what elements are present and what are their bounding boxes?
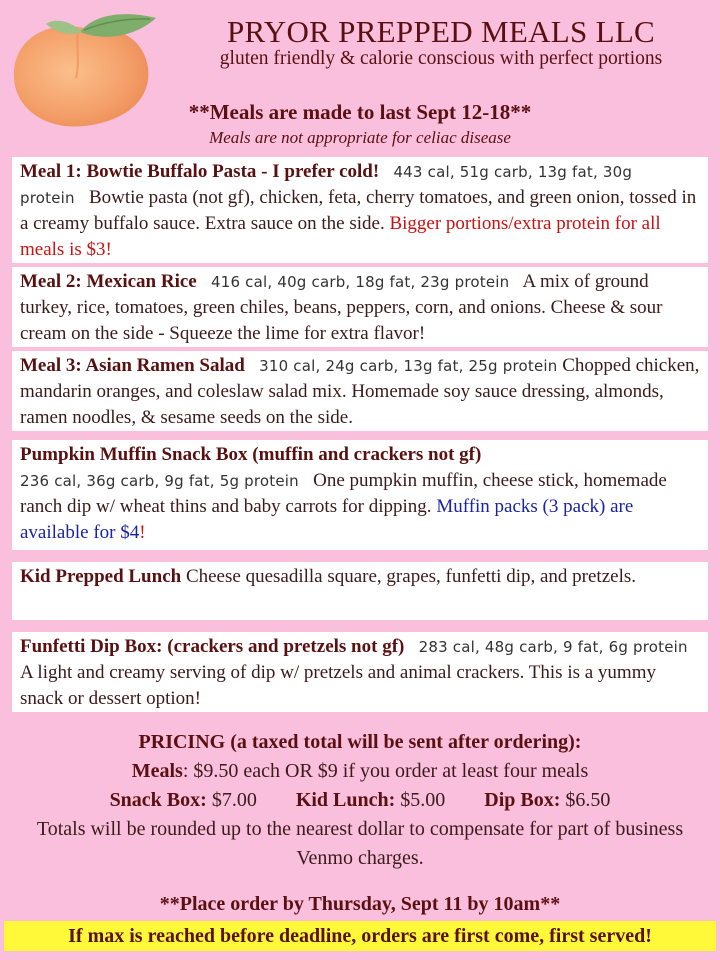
kid-price-label: Kid Lunch:: [295, 789, 396, 811]
meal-dates-notice: **Meals are made to last Sept 12-18**: [188, 100, 532, 124]
celiac-warning: Meals are not appropriate for celiac disease: [209, 128, 511, 147]
meal-description: Bowtie pasta (not gf), chicken, feta, cherry tomatoes, and green onion, tossed in a creamy buffalo sauce. Extra sauce on the side.: [20, 187, 697, 234]
dip-box-card: [12, 632, 708, 712]
meals-price-line: [0, 757, 720, 786]
meal-card-2: [12, 267, 708, 347]
meal-description: One pumpkin muffin, cheese stick, homemade ranch dip w/ wheat thins and baby carrots for dipping.: [20, 470, 667, 517]
meal-nutrition: 236 cal, 36g carb, 9g fat, 5g protein: [20, 472, 299, 490]
snack-price-label: Snack Box:: [109, 789, 207, 811]
snack-price-value: $7.00: [211, 789, 257, 811]
first-come-banner: If max is reached before deadline, orders are first come, first served!: [4, 921, 716, 951]
meal-card-3: [12, 351, 708, 431]
meals-price-label: Meals: [131, 760, 183, 782]
muffin-pack-note-end: !: [139, 522, 146, 543]
meal-name: Meal 1: Bowtie Buffalo Pasta - I prefer cold!: [20, 161, 380, 182]
kid-lunch-card: [12, 562, 708, 620]
snack-box-card: [12, 440, 708, 550]
meal-description: Chopped chicken, mandarin oranges, and coleslaw salad mix. Homemade soy sauce dressing, almonds, ramen noodles, & sesame seeds on the side.: [20, 355, 700, 428]
meal-nutrition: 283 cal, 48g carb, 9 fat, 6g protein: [418, 638, 688, 656]
pricing-heading: PRICING (a taxed total will be sent after ordering):: [138, 731, 582, 753]
page-title: PRYOR PREPPED MEALS LLC: [226, 14, 656, 49]
meals-price-value: : $9.50 each OR $9 if you order at least four meals: [182, 760, 589, 782]
muffin-pack-note: Muffin packs (3 pack) are available for $4: [20, 496, 634, 543]
meal-nutrition: 310 cal, 24g carb, 13g fat, 25g protein: [259, 357, 558, 375]
item-price-line: [0, 786, 720, 815]
meal-nutrition: 443 cal, 51g carb, 13g fat, 30g protein: [20, 163, 633, 207]
meal-nutrition: 416 cal, 40g carb, 18g fat, 23g protein: [210, 273, 510, 291]
order-deadline: **Place order by Thursday, Sept 11 by 10am**: [159, 893, 561, 915]
meal-name: Kid Prepped Lunch: [20, 566, 182, 587]
meal-name: Pumpkin Muffin Snack Box (muffin and crackers not gf): [20, 444, 482, 465]
meal-card-1: [12, 157, 708, 263]
meal-description: A light and creamy serving of dip w/ pretzels and animal crackers. This is a yummy snack or dessert option!: [20, 662, 656, 709]
meal-description: Cheese quesadilla square, grapes, funfetti dip, and pretzels.: [185, 566, 636, 587]
kid-price-value: $5.00: [400, 789, 446, 811]
rounding-note: Totals will be rounded up to the nearest dollar to compensate for part of business Venmo charges.: [36, 818, 684, 869]
meal-name: Funfetti Dip Box: (crackers and pretzels not gf): [20, 636, 405, 657]
pricing-section: [0, 728, 720, 873]
dip-price-label: Dip Box:: [484, 789, 561, 811]
meal-name: Meal 3: Asian Ramen Salad: [20, 355, 245, 376]
page-subtitle: gluten friendly & calorie conscious with perfect portions: [219, 48, 663, 69]
dip-price-value: $6.50: [565, 789, 611, 811]
meal-description: A mix of ground turkey, rice, tomatoes, green chiles, beans, peppers, corn, and onions. Cheese & sour cream on the side - Squeeze the lime for extra flavor!: [20, 271, 663, 344]
extra-portion-note: Bigger portions/extra protein for all meals is $3!: [20, 213, 661, 260]
meal-name: Meal 2: Mexican Rice: [20, 271, 197, 292]
